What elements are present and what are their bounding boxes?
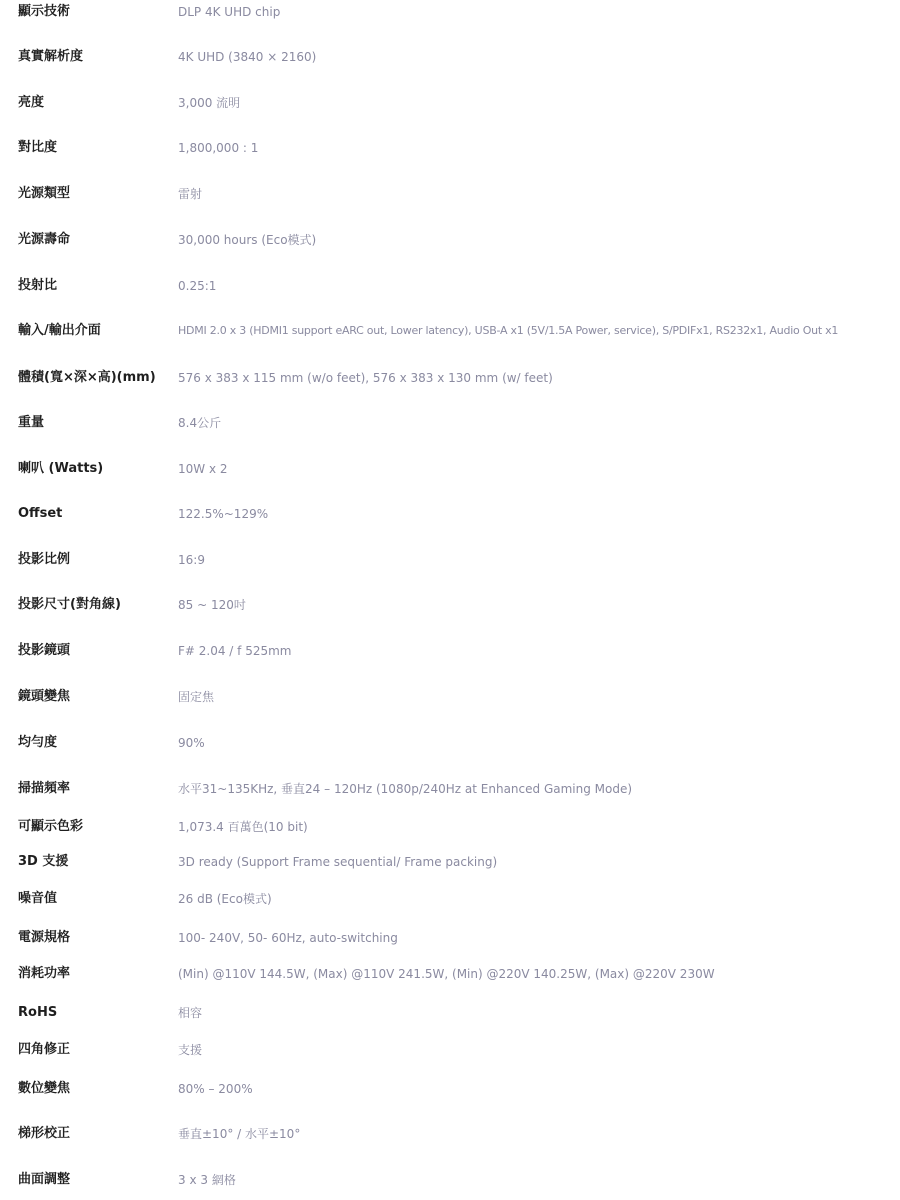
spec-label: 鏡頭變焦	[18, 689, 71, 704]
spec-label: 顯示技術	[18, 4, 71, 19]
spec-label: 梯形校正	[18, 1126, 71, 1141]
spec-value: 100- 240V, 50- 60Hz, auto-switching	[178, 931, 398, 945]
spec-label: 均勻度	[18, 735, 58, 750]
spec-value: F# 2.04 / f 525mm	[178, 644, 292, 658]
spec-label: 曲面調整	[18, 1172, 71, 1187]
spec-value: 3 x 3 網格	[178, 1173, 236, 1187]
spec-row	[0, 1122, 900, 1146]
spec-row	[0, 639, 900, 663]
spec-label: 掃描頻率	[18, 781, 71, 796]
spec-row	[0, 777, 900, 801]
spec-label: Offset	[18, 506, 63, 521]
spec-value: 1,800,000 : 1	[178, 141, 259, 155]
spec-value: 支援	[178, 1043, 203, 1057]
spec-value: HDMI 2.0 x 3 (HDMI1 support eARC out, Lower latency), USB-A x1 (5V/1.5A Power, service), S/PDIFx1, RS232x1, Audio Out x1	[178, 324, 839, 337]
spec-label: 喇叭 (Watts)	[18, 461, 104, 476]
spec-value: 3D ready (Support Frame sequential/ Frame packing)	[178, 855, 498, 869]
spec-row	[0, 593, 900, 617]
spec-row	[0, 228, 900, 252]
spec-row	[0, 274, 900, 298]
spec-row	[0, 136, 900, 160]
spec-value: 10W x 2	[178, 462, 228, 476]
spec-label: 消耗功率	[18, 966, 71, 981]
spec-label: 重量	[18, 415, 45, 430]
spec-label: 3D 支援	[18, 854, 69, 869]
spec-label: 輸入/輸出介面	[18, 323, 101, 338]
spec-value: 垂直±10° / 水平±10°	[178, 1127, 301, 1141]
spec-label: 噪音值	[18, 891, 58, 906]
spec-row	[0, 1168, 900, 1192]
spec-value: 水平31~135KHz, 垂直24 – 120Hz (1080p/240Hz at Enhanced Gaming Mode)	[178, 782, 633, 796]
spec-row	[0, 1001, 900, 1025]
spec-label: 電源規格	[18, 930, 71, 945]
spec-row	[0, 815, 900, 839]
spec-value: 26 dB (Eco模式)	[178, 892, 272, 906]
spec-row	[0, 411, 900, 435]
spec-row	[0, 366, 900, 390]
spec-label: RoHS	[18, 1005, 58, 1020]
spec-value: 雷射	[178, 187, 203, 201]
spec-label: 體積(寬×深×高)(mm)	[18, 370, 156, 385]
spec-value: 16:9	[178, 553, 205, 567]
spec-row	[0, 731, 900, 755]
spec-label: 亮度	[18, 95, 45, 110]
spec-row	[0, 685, 900, 709]
spec-row	[0, 962, 900, 986]
spec-row	[0, 502, 900, 526]
spec-value: 80% – 200%	[178, 1082, 253, 1096]
spec-label: 對比度	[18, 140, 58, 155]
spec-row	[0, 457, 900, 481]
spec-row	[0, 1038, 900, 1062]
spec-value: (Min) @110V 144.5W, (Max) @110V 241.5W, (Min) @220V 140.25W, (Max) @220V 230W	[178, 967, 715, 981]
spec-row	[0, 182, 900, 206]
spec-label: 投影比例	[18, 552, 71, 567]
spec-value: 固定焦	[178, 690, 215, 704]
spec-label: 四角修正	[18, 1042, 71, 1057]
spec-value: 30,000 hours (Eco模式)	[178, 233, 317, 247]
spec-label: 光源壽命	[18, 232, 71, 247]
spec-value: 1,073.4 百萬色(10 bit)	[178, 820, 308, 834]
spec-value: 122.5%~129%	[178, 507, 269, 521]
spec-row	[0, 91, 900, 115]
spec-value: 85 ~ 120吋	[178, 598, 246, 612]
spec-row	[0, 45, 900, 69]
spec-row	[0, 850, 900, 874]
spec-value: 4K UHD (3840 × 2160)	[178, 50, 317, 64]
spec-row	[0, 0, 900, 24]
spec-row	[0, 926, 900, 950]
spec-row	[0, 319, 900, 343]
spec-label: 光源類型	[18, 186, 71, 201]
spec-label: 真實解析度	[18, 49, 84, 64]
spec-value: 相容	[178, 1006, 203, 1020]
spec-value: 576 x 383 x 115 mm (w/o feet), 576 x 383 x 130 mm (w/ feet)	[178, 371, 553, 385]
spec-row	[0, 548, 900, 572]
spec-label: 投影鏡頭	[18, 643, 71, 658]
spec-label: 可顯示色彩	[18, 819, 84, 834]
spec-label: 數位變焦	[18, 1081, 71, 1096]
spec-row	[0, 1077, 900, 1101]
spec-value: DLP 4K UHD chip	[178, 5, 281, 19]
spec-value: 8.4公斤	[178, 416, 222, 430]
spec-value: 90%	[178, 736, 205, 750]
spec-label: 投影尺寸(對角線)	[18, 597, 121, 612]
spec-value: 3,000 流明	[178, 96, 241, 110]
spec-value: 0.25:1	[178, 279, 217, 293]
spec-row	[0, 887, 900, 911]
spec-label: 投射比	[18, 278, 58, 293]
